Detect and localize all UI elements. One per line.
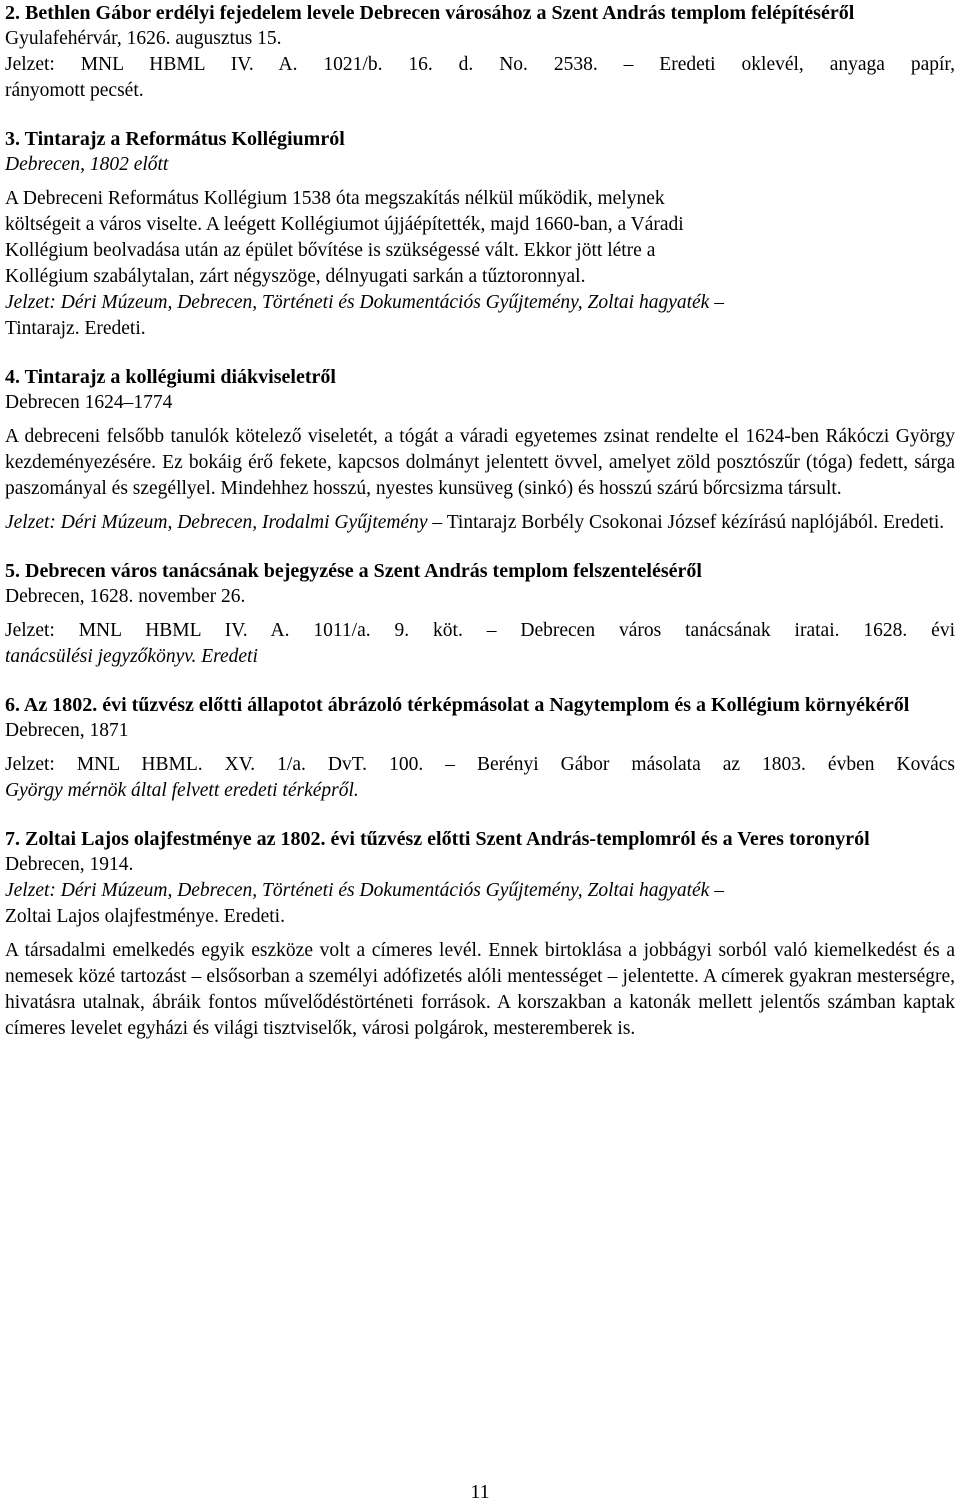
- entry-5: [5, 558, 955, 670]
- entry-4: [5, 364, 955, 536]
- entry-3-title: 3. Tintarajz a Református Kollégiumról: [5, 128, 345, 150]
- document-page: [5, 0, 955, 1042]
- entry-5-place: Debrecen, 1628. november 26.: [5, 586, 246, 607]
- entry-5-title: 5. Debrecen város tanácsának bejegyzése a Szent András templom felszenteléséről: [5, 560, 702, 582]
- entry-5-reference: Jelzet: MNL HBML IV. A. 1011/a. 9. köt. – Debrecen város tanácsának iratai. 1628. évi: [5, 620, 955, 641]
- entry-3-body-line-3: [5, 238, 955, 264]
- entry-4-body: A debreceni felsőbb tanulók kötelező viseletét, a tógát a váradi egyetemes zsinat rendelte el 1624-ben Rákóczi György kezdeményezésére. Ez bokáig érő fekete, kapcsos dolmányt jelentett övvel, amelyet zöld posztószűr (tóga) fedett, sárga paszományal és szegéllyel. Mindehhez hosszú, nyestes kunsüveg (sinkó) és hosszú szárú bőrcsizma társult.: [5, 426, 955, 499]
- entry-3-body-part-c: Kollégium beolvadása után az épület bővítése is szükségessé vált.: [5, 240, 519, 261]
- page-number: 11: [470, 1481, 490, 1503]
- entry-4-reference-source: Jelzet: Déri Múzeum, Debrecen, Irodalmi Gyűjtemény: [5, 512, 428, 533]
- entry-3-body-part-a: költségeit a város viselte.: [5, 214, 203, 235]
- entry-3: [5, 126, 955, 342]
- entry-6-title: 6. Az 1802. évi tűzvész előtti állapotot ábrázoló térképmásolat a Nagytemplom és a Kollégium környékéről: [5, 694, 910, 716]
- entry-6: [5, 692, 955, 804]
- entry-2-title: 2. Bethlen Gábor erdélyi fejedelem levele Debrecen városához a Szent András templom felépítéséről: [5, 2, 855, 24]
- entry-6-reference: Jelzet: MNL HBML. XV. 1/a. DvT. 100. – Berényi Gábor másolata az 1803. évben Kovács: [5, 754, 955, 775]
- entry-2-place: Gyulafehérvár, 1626. augusztus 15.: [5, 28, 282, 49]
- entry-3-place: Debrecen, 1802 előtt: [5, 154, 169, 175]
- entry-3-body-part-d: Ekkor jött létre a: [518, 240, 656, 261]
- entry-4-reference: [5, 510, 955, 536]
- entry-2: [5, 0, 955, 104]
- entry-7-reference: Jelzet: Déri Múzeum, Debrecen, Történeti és Dokumentációs Gyűjtemény, Zoltai hagyaték –: [5, 880, 724, 901]
- entry-3-reference: Jelzet: Déri Múzeum, Debrecen, Történeti és Dokumentációs Gyűjtemény, Zoltai hagyaték –: [5, 292, 724, 313]
- entry-3-body-line-1: A Debreceni Református Kollégium 1538 óta megszakítás nélkül működik, melynek: [5, 188, 665, 209]
- entry-3-body-line-2: [5, 212, 955, 238]
- entry-3-body-line-4: Kollégium szabálytalan, zárt négyszöge, délnyugati sarkán a tűztoronnyal.: [5, 266, 586, 287]
- entry-4-title: 4. Tintarajz a kollégiumi diákviseletről: [5, 366, 336, 388]
- closing-paragraph: A társadalmi emelkedés egyik eszköze volt a címeres levél. Ennek birtoklása a jobbágyi sorból való kiemelkedést és a nemesek közé tartozást – elsősorban a személyi adófizetés alóli mentességet – jelentette. A címerek gyakran mesterségre, hivatásra utalnak, ábráik fontos művelődéstörténeti források. A korszakban a katonák mellett jelentős számban kaptak címeres levelet egyházi és világi tisztviselők, városi polgárok, mesteremberek is.: [5, 940, 955, 1039]
- entry-3-body-part-b: A leégett Kollégiumot újjáépítették, majd 1660-ban, a Váradi: [202, 214, 684, 235]
- entry-7-place: Debrecen, 1914.: [5, 854, 134, 875]
- entry-6-place: Debrecen, 1871: [5, 720, 129, 741]
- entry-3-reference-cont: Tintarajz. Eredeti.: [5, 318, 146, 339]
- entry-5-reference-cont: tanácsülési jegyzőkönyv. Eredeti: [5, 646, 258, 667]
- entry-7-title: 7. Zoltai Lajos olajfestménye az 1802. évi tűzvész előtti Szent András-templomról és a Veres toronyról: [5, 828, 870, 850]
- entry-2-reference-cont: rányomott pecsét.: [5, 80, 144, 101]
- entry-4-reference-desc: – Tintarajz Borbély Csokonai József kézírású naplójából. Eredeti.: [427, 512, 945, 533]
- entry-7-reference-cont: Zoltai Lajos olajfestménye. Eredeti.: [5, 906, 285, 927]
- entry-6-reference-cont: György mérnök által felvett eredeti térképről.: [5, 780, 359, 801]
- entry-7: [5, 826, 955, 930]
- entry-2-reference: Jelzet: MNL HBML IV. A. 1021/b. 16. d. No. 2538. – Eredeti oklevél, anyaga papír,: [5, 54, 955, 75]
- entry-4-place: Debrecen 1624–1774: [5, 392, 173, 413]
